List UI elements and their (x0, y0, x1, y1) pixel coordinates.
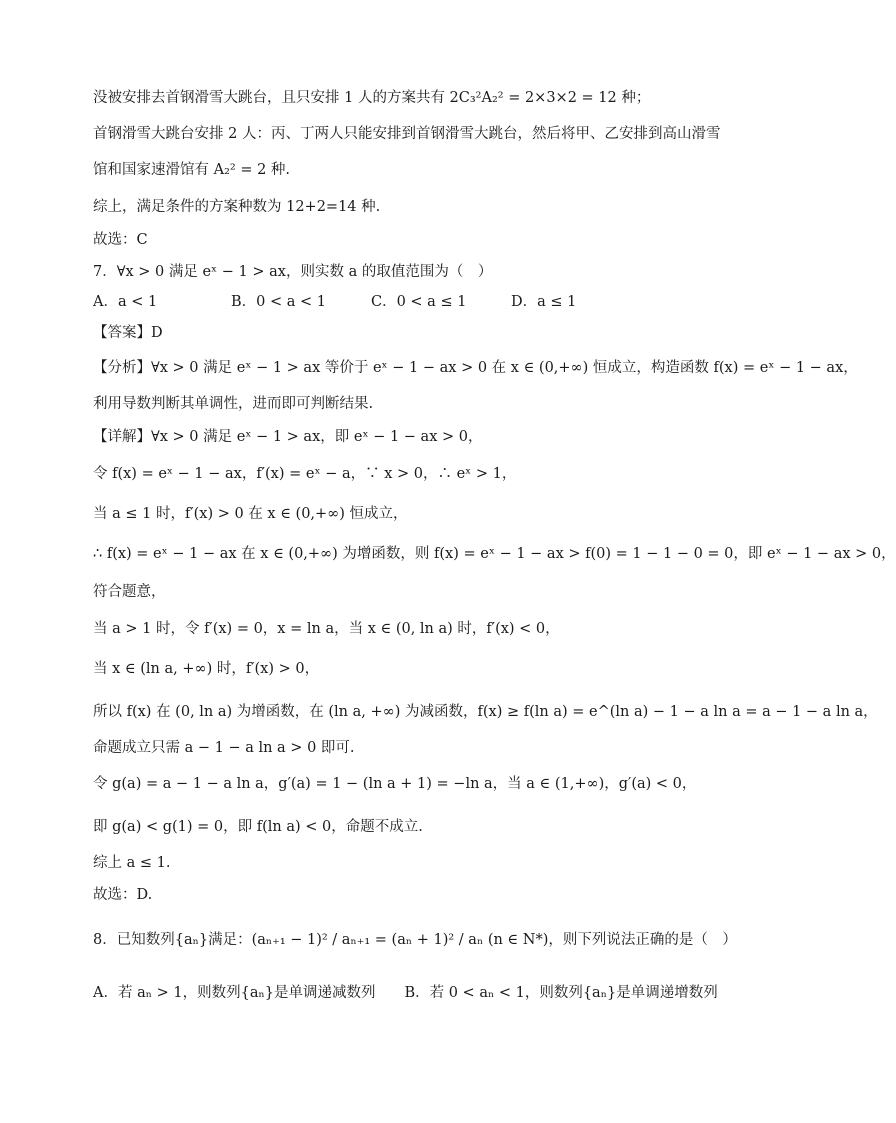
text-line: 综上 a ≤ 1. (93, 855, 171, 871)
text-line: 综上，满足条件的方案种数为 12+2=14 种. (93, 199, 381, 215)
text-line: 利用导数判断其单调性，进而即可判断结果. (93, 396, 374, 412)
text-line: 馆和国家速滑馆有 A₂² = 2 种. (93, 162, 291, 178)
solution-line: 【详解】∀x > 0 满足 eˣ − 1 > ax，即 eˣ − 1 − ax > 0， (93, 429, 483, 445)
option-a: A．a < 1 (93, 294, 158, 310)
text-line: 符合题意， (93, 584, 166, 600)
text-line: 没被安排去首钢滑雪大跳台，且只安排 1 人的方案共有 2C₃²A₂² = 2×3×2 = 12 种； (93, 90, 651, 106)
question-8: 8．已知数列{aₙ}满足：(aₙ₊₁ − 1)² / aₙ₊₁ = (aₙ + 1)² / aₙ (n ∈ N*)，则下列说法正确的是（ ） (93, 932, 737, 948)
text-line: 即 g(a) < g(1) = 0，即 f(ln a) < 0，命题不成立. (93, 819, 423, 835)
text-line: 当 a ≤ 1 时，f′(x) > 0 在 x ∈ (0,+∞) 恒成立， (93, 506, 408, 522)
question-8-options: A．若 aₙ > 1，则数列{aₙ}是单调递减数列 B．若 0 < aₙ < 1，则数列{aₙ}是单调递增数列 (93, 985, 718, 1001)
option-b: B．0 < a < 1 (231, 294, 326, 310)
option-d: D．a ≤ 1 (511, 294, 577, 310)
text-line: 令 f(x) = eˣ − 1 − ax，f′(x) = eˣ − a，∵ x > 0，∴ eˣ > 1， (93, 466, 517, 482)
text-line: 命题成立只需 a − 1 − a ln a > 0 即可. (93, 740, 355, 756)
text-line: 故选：C (93, 232, 148, 248)
option-c: C．0 < a ≤ 1 (371, 294, 467, 310)
text-line: 故选：D. (93, 887, 153, 903)
text-line: 所以 f(x) 在 (0, ln a) 为增函数，在 (ln a, +∞) 为减函数，f(x) ≥ f(ln a) = e^(ln a) − 1 − a ln a = a − 1 − a ln a， (93, 704, 878, 720)
question-7: 7．∀x > 0 满足 eˣ − 1 > ax，则实数 a 的取值范围为（ ） (93, 264, 493, 280)
text-line: 令 g(a) = a − 1 − a ln a，g′(a) = 1 − (ln a + 1) = −ln a，当 a ∈ (1,+∞)，g′(a) < 0， (93, 776, 697, 792)
text-line: 当 x ∈ (ln a, +∞) 时，f′(x) > 0， (93, 661, 320, 677)
text-line: 当 a > 1 时，令 f′(x) = 0，x = ln a，当 x ∈ (0, ln a) 时，f′(x) < 0， (93, 621, 560, 637)
analysis-line: 【分析】∀x > 0 满足 eˣ − 1 > ax 等价于 eˣ − 1 − ax > 0 在 x ∈ (0,+∞) 恒成立，构造函数 f(x) = eˣ − 1 − ax， (93, 360, 858, 376)
text-line: 首钢滑雪大跳台安排 2 人：丙、丁两人只能安排到首钢滑雪大跳台，然后将甲、乙安排到高山滑雪 (93, 126, 721, 142)
answer-tag: 【答案】D (93, 325, 163, 341)
question-7-options (93, 292, 734, 312)
text-line: ∴ f(x) = eˣ − 1 − ax 在 x ∈ (0,+∞) 为增函数，则 f(x) = eˣ − 1 − ax > f(0) = 1 − 1 − 0 = 0，即 eˣ − 1 − ax > 0， (93, 546, 896, 562)
